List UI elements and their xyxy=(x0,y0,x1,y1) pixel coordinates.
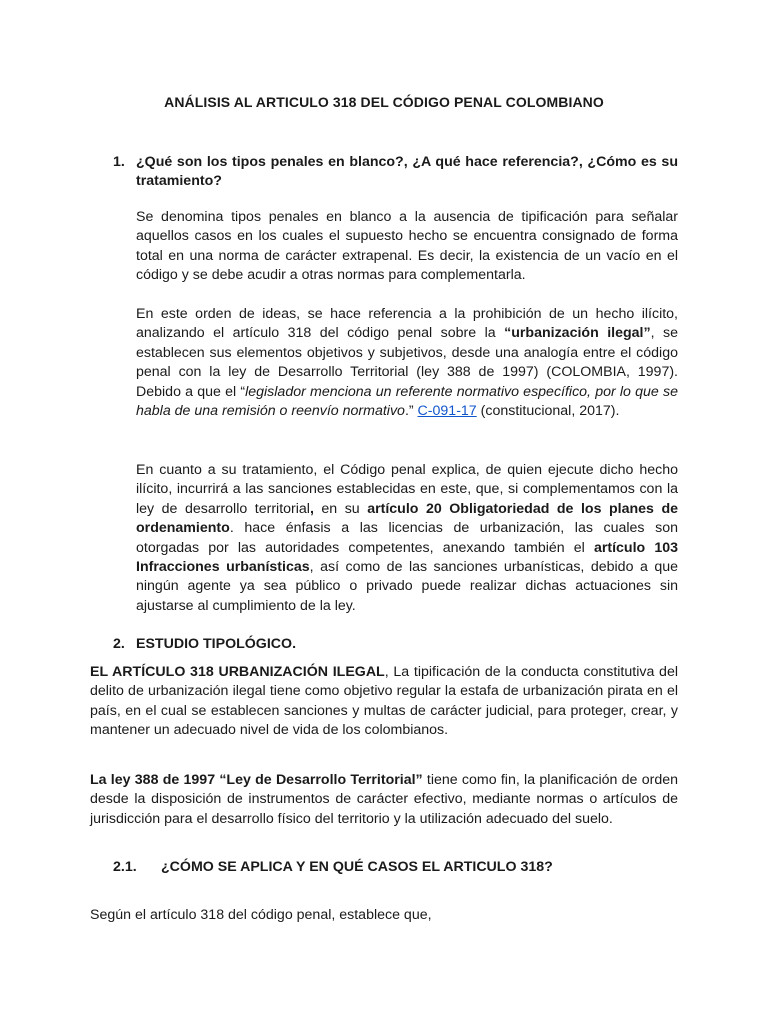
p3-bold-comma: , xyxy=(309,500,314,517)
section-2-1-heading: ¿CÓMO SE APLICA Y EN QUÉ CASOS EL ARTICULO 318? xyxy=(161,859,553,875)
section-1-paragraph-2 xyxy=(136,305,678,421)
article-318-term: EL ARTÍCULO 318 URBANIZACIÓN ILEGAL xyxy=(90,664,385,680)
section-2-number: 2. xyxy=(113,636,125,652)
section-2-p2-text: tiene como fin, la planificación de orden desde la disposición de instrumentos de carácter efectivo, mediante normas o artículos de jurisdicción para el desarrollo físico del territorio y la utilización adecuado del suelo. xyxy=(90,772,678,827)
p2-text-a: En este orden de ideas, se hace referencia a la prohibición de un hecho ilícito, analizando el artículo 318 del código penal sobre la xyxy=(136,306,678,342)
p3-bold-article-103: artículo 103 Infracciones urbanísticas xyxy=(136,539,678,576)
p3-text-a: En cuanto a su tratamiento, el Código penal explica, de quien ejecute dicho hecho ilícito, incurrirá a las sanciones establecidas en este, que, si complementamos con la ley de desarrollo territorial xyxy=(136,462,678,517)
p3-text-c: . hace énfasis a las licencias de urbanización, las cuales son otorgadas por las autoridades competentes, anexando también el xyxy=(136,520,678,556)
section-1-heading: ¿Qué son los tipos penales en blanco?, ¿A qué hace referencia?, ¿Cómo es su tratamiento? xyxy=(136,154,678,190)
p2-text-d: (constitucional, 2017). xyxy=(476,403,620,420)
section-2-p1-text: , La tipificación de la conducta constitutiva del delito de urbanización ilegal tiene como objetivo regular la estafa de urbanización pirata en el país, en el cual se establecen sanciones y multas de carácter judicial, para proteger, crear, y mantener un adecuado nivel de vida de los colombianos. xyxy=(90,664,678,739)
section-1-paragraph-3 xyxy=(136,461,678,616)
ley-388-term: La ley 388 de 1997 “Ley de Desarrollo Territorial” xyxy=(90,772,423,788)
citation-link[interactable]: C-091-17 xyxy=(417,403,477,420)
p3-bold-article-20: artículo 20 Obligatoriedad de los planes de ordenamiento xyxy=(136,500,678,537)
section-2-paragraph-1 xyxy=(90,663,678,741)
p3-text-b: en su xyxy=(313,500,368,517)
section-1-number: 1. xyxy=(113,154,125,170)
section-2-1-number: 2.1. xyxy=(113,859,137,875)
document-title: ANÁLISIS AL ARTICULO 318 DEL CÓDIGO PENAL COLOMBIANO xyxy=(164,94,604,110)
p3-text-d: , así como de las sanciones urbanísticas, debido a que ningún agente ya sea público o privado puede realizar dichas actuaciones sin ajustarse al cumplimiento de la ley. xyxy=(136,559,678,614)
section-2-paragraph-2 xyxy=(90,771,678,829)
section-2-heading: ESTUDIO TIPOLÓGICO. xyxy=(136,636,297,652)
p2-text-c: .” xyxy=(404,403,418,420)
section-1-paragraph-1: Se denomina tipos penales en blanco a la ausencia de tipificación para señalar aquellos casos en los cuales el supuesto hecho se encuentra consignado de forma total en una norma de carácter extrapenal. Es decir, la existencia de un vacío en el código y se debe acudir a otras normas para complementarla. xyxy=(136,209,678,284)
section-2-1-paragraph: Según el artículo 318 del código penal, establece que, xyxy=(90,907,432,923)
p2-text-b: , se establecen sus elementos objetivos y subjetivos, desde una analogía entre el código penal con la ley de Desarrollo Territorial (ley 388 de 1997) (COLOMBIA, 1997). Debido a que el “ xyxy=(136,325,678,400)
p2-bold-term: “urbanización ilegal” xyxy=(504,325,651,342)
p2-italic-quote: legislador menciona un referente normativo específico, por lo que se habla de una remisión o reenvío normativo xyxy=(136,383,678,420)
